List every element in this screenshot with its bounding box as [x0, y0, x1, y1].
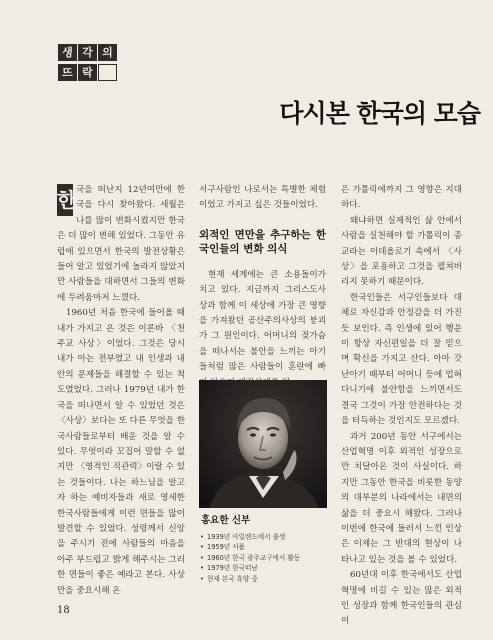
paragraph: 은 가톨릭에까지 그 영향은 지대하다.	[341, 185, 462, 211]
author-portrait-photo	[199, 380, 327, 508]
paragraph: 과거 200년 동안 서구에서는 산업혁명 이후 외적인 성장으로만 치달아온 것이 사실이다. 하지만 그동안 한국을 비롯한 동양의 대부분의 나라에서는 내면의 삶을 더 중요시 해왔다. 그러나 이번에 한국에 들러서 느낀 인상은 이제는 그 반대의 현상이 나타나고 있는 것을 볼 수 있었다.	[341, 431, 462, 565]
column-mark-char: 락	[78, 64, 97, 81]
bio-item: • 1939년 아일랜드에서 출생	[199, 532, 327, 542]
text-column-3	[341, 183, 462, 630]
drop-cap: 한	[57, 184, 73, 216]
bio-item: • 현재 본국 휴양 중	[199, 574, 327, 584]
column-mark-char: 각	[78, 44, 97, 61]
author-bio-list	[199, 532, 327, 584]
column-mark-char: 생	[58, 44, 77, 61]
column-mark-char: 의	[98, 44, 117, 61]
paragraph	[57, 183, 185, 306]
paragraph: 한국인들은 서구인들보다 대체로 자신감과 안정감을 더 가진듯 보인다. 즉 인생에 있어 행운이 항상 자신편일을 더 잘 믿으며 확신을 가지고 산다. 아마 갓난아기 때부터 어머니 등에 업혀다니기에 불안함을 느끼면서도 결국 그것이 가장 안전하다는 것을 터득하는 것인지도 모르겠다.	[341, 292, 462, 427]
text-column-1	[57, 183, 185, 599]
section-subheading: 외적인 면만을 추구하는 한국인들의 변화 의식	[199, 228, 326, 255]
paragraph: 서구사람인 나로서는 특별한 체험이었고 가지고 싶은 것들이었다.	[199, 185, 326, 211]
portrait-illustration	[199, 380, 327, 508]
paragraph: 현재 세계에는 큰 소용돌이가 치고 있다. 지금까지 그리스도사상과 함께 이 세상에 가장 큰 영향을 가져왔던 공산주의사상의 붕괴가 그 원인이다. 어머니의 젖가슴을 떠나서는 불안을 느끼는 아기들처럼 많은 사람들이 혼란에 빠	[199, 269, 326, 373]
paragraph-text: 국을 떠난지 12년여만에 한국을 다시 찾아왔다. 세월은 나를 많이 변화시켰지만 한국은 더 많이 변해 있었다. 그동안 유럽에 있으면서 한국의 발전상황은 들어 알고 있었기에 놀라지 않았지만 사람들을 대하면서 그들의 변화에 두려움마저 느꼈다.	[57, 185, 185, 303]
column-mark-empty-box	[98, 64, 117, 81]
column-mark-char: 뜨	[58, 64, 77, 81]
bio-item: • 1979년 한국떠남	[199, 563, 327, 573]
paragraph: 왜냐하면 실제적인 삶 안에서 사람을 실천해야 할 가톨릭이 종교라는 이데올로기 속에서 〈사상〉을 포용하고 그것을 펼쳐버리지 못하기 때문이다.	[341, 215, 462, 288]
bio-item: • 1959년 서품	[199, 542, 327, 552]
paragraph: 1960년 처음 한국에 들어올 때 내가 가지고 온 것은 이론바 〈천주교 사상〉이었다. 그것은 당시 내가 아는 전부였고 내 인생과 내 안의 문제들을 해결할 수 있는 척도였었다. 그러나 1979년 내가 한국을 떠나면서 알 수 있었던 것은 〈사상〉보다는 또 다른 무엇을 한국사람들로부터 배운 것을 알 수 있다. 무엇이라 꼬집어 말할 수 없지만 〈영적인 직관력〉이랄 수 있는 것들이다. 나는 하느님을 알고자 하는 예비자들과 새로 영세한 한국사람들에게 이런 면들을 많이 발견할 수 있었다. 성령께서 신앙을 주시기 전에 사람들의 마음을 아주 부드럽고 밝게 해주시는 그러한 면들이 좋은 예라고 본다. 사상만을 중요시해 온	[57, 308, 185, 596]
paragraph: 60년대 이후 한국에서도 산업혁명에 비길 수 있는 많은 외적인 성장과 함께 한국인들의 관심이	[341, 570, 462, 627]
photo-caption	[199, 512, 327, 584]
article-title: 다시본 한국의 모습	[279, 99, 480, 128]
text-column-2	[199, 183, 326, 391]
column-mark	[58, 44, 113, 82]
bio-item: • 1960년 한국 광주교구에서 활동	[199, 553, 327, 563]
author-name: 홍요한 신부	[201, 515, 251, 526]
page-number: 18	[57, 605, 70, 616]
